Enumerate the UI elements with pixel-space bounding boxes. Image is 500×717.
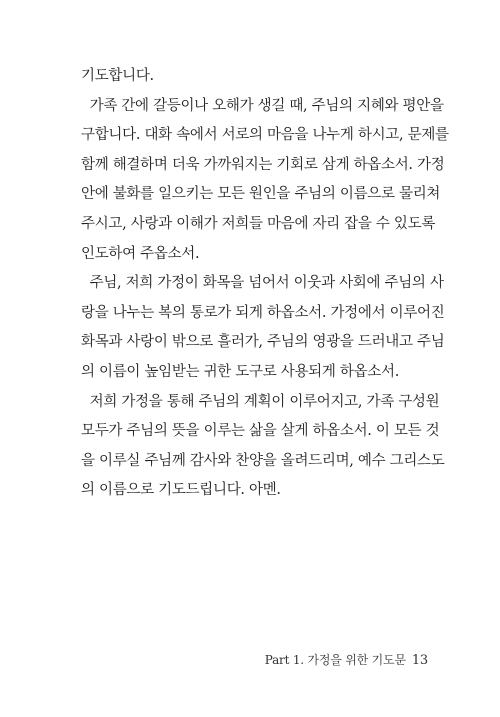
text-line: 화목과 사랑이 밖으로 흘러가, 주님의 영광을 드러내고 주님: [81, 334, 445, 351]
text-line: 을 이루실 주님께 감사와 찬양을 올려드리며, 예수 그리스도: [81, 452, 445, 469]
page-number: 13: [411, 653, 428, 668]
text-line: 기도합니다.: [81, 68, 154, 84]
text-line: 의 이름이 높임받는 귀한 도구로 사용되게 하옵소서.: [81, 363, 400, 380]
page-body: [81, 62, 449, 506]
text-line: 저희 가정을 통해 주님의 계획이 이루어지고, 가족 구성원: [81, 393, 440, 410]
text-line: 함께 해결하며 더욱 가까워지는 기회로 삼게 하옵소서. 가정: [81, 156, 445, 173]
text-line: 랑을 나누는 복의 통로가 되게 하옵소서. 가정에서 이루어진: [81, 304, 445, 321]
text-line: 모두가 주님의 뜻을 이루는 삶을 살게 하옵소서. 이 모든 것: [81, 423, 440, 440]
running-title: Part 1. 가정을 위한 기도문: [264, 653, 406, 667]
text-line: 의 이름으로 기도드립니다. 아멘.: [81, 482, 281, 499]
page-footer: [265, 651, 428, 668]
text-line: 주시고, 사랑과 이해가 저희들 마음에 자리 잡을 수 있도록: [81, 215, 436, 232]
text-line: 구합니다. 대화 속에서 서로의 마음을 나누게 하시고, 문제를: [81, 127, 449, 144]
text-line: 안에 불화를 일으키는 모든 원인을 주님의 이름으로 물리쳐: [81, 186, 441, 203]
text-line: 주님, 저희 가정이 화목을 넘어서 이웃과 사회에 주님의 사: [81, 275, 444, 292]
text-line: 인도하여 주옵소서.: [81, 245, 200, 262]
text-line: 가족 간에 갈등이나 오해가 생길 때, 주님의 지혜와 평안을: [81, 97, 444, 114]
